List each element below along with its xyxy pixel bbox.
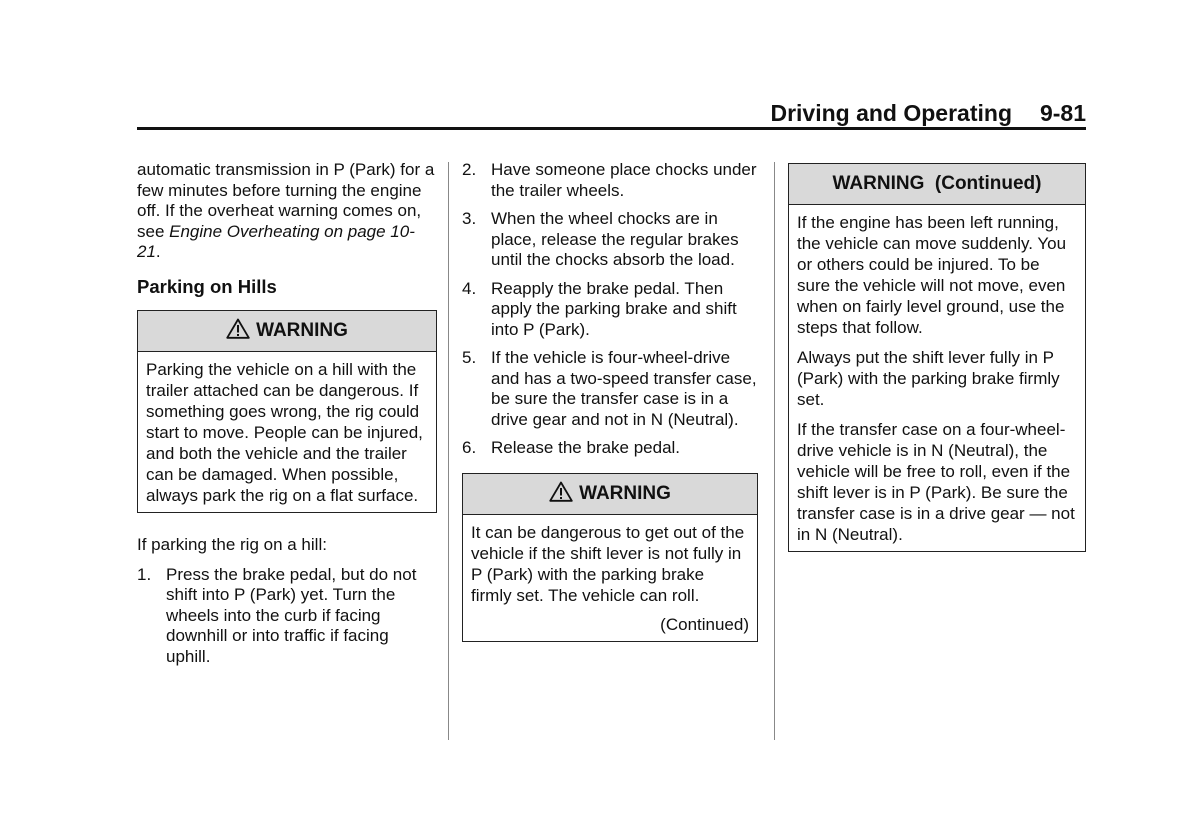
warning-triangle-icon [226, 318, 250, 339]
warning-title: WARNING [256, 320, 348, 341]
column-3 [788, 163, 1088, 552]
list-item [137, 565, 437, 668]
column-divider-2 [774, 162, 775, 740]
step-number: 6. [462, 438, 477, 457]
warning-header [463, 474, 757, 515]
warning-text: It can be dangerous to get out of the vehicle if the shift lever is not fully in P (Park) with the parking brake firmly set. The vehicle can roll. [471, 522, 745, 605]
intro-paragraph [137, 160, 437, 263]
section-title-text: Driving and Operating [770, 100, 1012, 126]
step-number: 2. [462, 160, 477, 179]
intro-end: . [155, 242, 161, 261]
step-text: Reapply the brake pedal. Then apply the parking brake and shift into P (Park). [491, 278, 737, 339]
continued-label: (Continued) [660, 614, 749, 634]
steps-intro: If parking the rig on a hill: [137, 535, 327, 554]
list-item [462, 160, 762, 201]
warning-box-shift [462, 473, 758, 642]
warning-paragraph: If the engine has been left running, the vehicle can move suddenly. You or others could be injured. To be sure the vehicle will not move, even when on fairly level ground, use the steps that follow. [797, 213, 1067, 337]
section-heading: Parking on Hills [137, 275, 277, 297]
step-text: If the vehicle is four-wheel-drive and has a two-speed transfer case, be sure the transfer case is in a drive gear and not in N (Neutral). [491, 348, 757, 429]
header-divider [137, 127, 1086, 130]
column-divider-1 [448, 162, 449, 740]
warning-body [789, 205, 1085, 551]
page-number: 9-81 [1039, 100, 1086, 126]
cross-reference-link[interactable]: Engine Overheating on page 10-21 [137, 221, 415, 261]
step-number: 4. [462, 278, 477, 298]
step-text: When the wheel chocks are in place, release the regular brakes until the chocks absorb the load. [491, 209, 739, 269]
step-number: 5. [462, 348, 477, 367]
warning-header [138, 311, 436, 352]
warning-title: WARNING [579, 482, 671, 504]
warning-paragraph: Always put the shift lever fully in P (Park) with the parking brake firmly set. [797, 348, 1060, 409]
step-text: Have someone place chocks under the trailer wheels. [491, 160, 757, 200]
column-2 [462, 160, 762, 642]
warning-paragraph: If the transfer case on a four-wheel-drive vehicle is in N (Neutral), the vehicle will be free to roll, even if the shift lever is in P (Park). Be sure the transfer case is in a drive gear — not in N (Neutral). [797, 420, 1075, 544]
list-item [462, 279, 762, 341]
warning-box-continued [788, 163, 1086, 552]
step-number: 1. [137, 564, 152, 584]
warning-text: Parking the vehicle on a hill with the trailer attached can be dangerous. If something goes wrong, the rig could start to move. People can be injured, and both the vehicle and the trailer can be damaged. When possible, always park the rig on a flat surface. [146, 360, 423, 505]
list-item [462, 209, 762, 271]
step-number: 3. [462, 209, 477, 228]
step-text: Press the brake pedal, but do not shift into P (Park) yet. Turn the wheels into the curb if facing downhill or into traffic if facing uphill. [166, 564, 417, 666]
steps-list-2 [462, 160, 762, 459]
warning-triangle-icon [549, 481, 573, 502]
section-title [770, 100, 1012, 127]
steps-list-1 [137, 565, 437, 668]
warning-box-hills [137, 310, 437, 513]
list-item [462, 438, 762, 459]
intro-text: automatic transmission in P (Park) for a few minutes before turning the engine off. If the overheat warning comes on, see [137, 160, 435, 241]
warning-body [463, 515, 757, 641]
list-item [462, 348, 762, 430]
column-1 [137, 160, 437, 675]
step-text: Release the brake pedal. [491, 438, 681, 457]
warning-header: WARNING (Continued) [789, 164, 1085, 205]
warning-body [138, 352, 436, 512]
